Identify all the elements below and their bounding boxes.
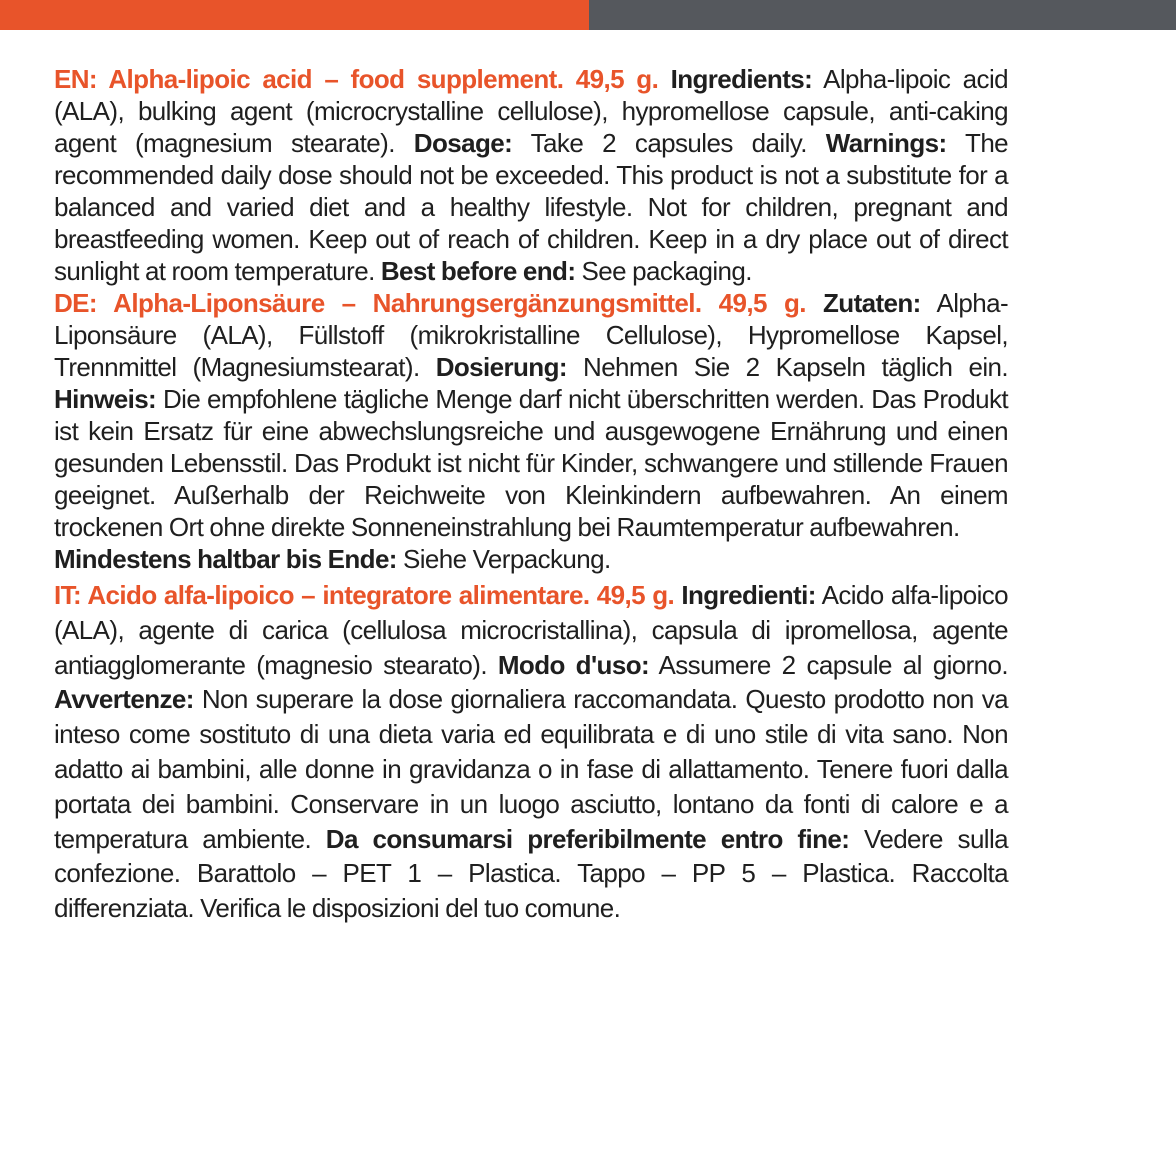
de-dosage-label: Dosierung: bbox=[435, 352, 567, 382]
en-dosage-label: Dosage: bbox=[413, 128, 513, 158]
section-en bbox=[54, 63, 1008, 287]
it-warnings-label: Avvertenze: bbox=[54, 684, 194, 715]
section-it bbox=[54, 578, 1008, 926]
en-best-before-label: Best before end: bbox=[380, 256, 576, 286]
en-ingredients-label: Ingredients: bbox=[670, 64, 813, 94]
de-dosage: Nehmen Sie 2 Kapseln täglich ein. bbox=[583, 352, 1009, 382]
en-ingredients: Alpha-lipoic acid (ALA), bulking agent (microcrystalline cellulose), hypromellose capsule, anti-caking agent (magnesium stearate). bbox=[54, 64, 1008, 158]
top-bar-gray-segment bbox=[589, 0, 1176, 30]
en-title: EN: Alpha-lipoic acid – food supplement. 49,5 g. bbox=[54, 64, 659, 94]
en-warnings-label: Warnings: bbox=[825, 128, 947, 158]
it-dosage: Assumere 2 capsule al giorno. bbox=[658, 649, 1009, 680]
en-best-before: See packaging. bbox=[581, 256, 752, 286]
de-best-before-label: Mindestens haltbar bis Ende: bbox=[54, 544, 397, 574]
de-best-before: Siehe Verpackung. bbox=[403, 544, 611, 574]
de-ingredients: Alpha-Liponsäure (ALA), Füllstoff (mikrokristalline Cellulose), Hypromellose Kapsel, Trennmittel (Magnesiumstearat). bbox=[54, 288, 1009, 382]
de-warnings-label: Hinweis: bbox=[54, 384, 157, 414]
top-color-bar bbox=[0, 0, 1176, 30]
top-bar-orange-segment bbox=[0, 0, 589, 30]
product-label-text bbox=[54, 63, 1008, 926]
it-ingredients: Acido alfa-lipoico (ALA), agente di carica (cellulosa microcristallina), capsula di ipromellosa, agente antiagglomerante (magnesio stearato). bbox=[54, 580, 1009, 680]
it-dosage-label: Modo d'uso: bbox=[497, 649, 650, 680]
de-ingredients-label: Zutaten: bbox=[823, 288, 921, 318]
it-ingredients-label: Ingredienti: bbox=[681, 580, 816, 610]
de-title: DE: Alpha-Liponsäure – Nahrungsergänzungsmittel. 49,5 g. bbox=[54, 288, 806, 318]
en-dosage: Take 2 capsules daily. bbox=[530, 128, 807, 158]
section-de bbox=[54, 287, 1008, 575]
en-warnings: The recommended daily dose should not be exceeded. This product is not a substitute for a balanced and varied diet and a healthy lifestyle. Not for children, pregnant and breastfeeding women. Keep out of reach of children. Keep in a dry place out of direct sunlight at room temperature. bbox=[54, 128, 1009, 286]
it-best-before: Vedere sulla confezione. Barattolo – PET 1 – Plastica. Tappo – PP 5 – Plastica. Raccolta differenziata. Verifica le disposizioni del tuo comune. bbox=[54, 823, 1009, 924]
it-best-before-label: Da consumarsi preferibilmente entro fine: bbox=[325, 823, 850, 854]
it-title: IT: Acido alfa-lipoico – integratore alimentare. 49,5 g. bbox=[54, 580, 675, 610]
de-warnings: Die empfohlene tägliche Menge darf nicht überschritten werden. Das Produkt ist kein Ersatz für eine abwechslungsreiche und ausgewogene Ernährung und einen gesunden Lebensstil. Das Produkt ist nicht für Kinder, schwangere und stillende Frauen geeignet. Außerhalb der Reichweite von Kleinkindern aufbewahren. An einem trockenen Ort ohne direkte Sonneneinstrahlung bei Raumtemperatur aufbewahren. bbox=[54, 384, 1008, 542]
it-warnings: Non superare la dose giornaliera raccomandata. Questo prodotto non va inteso come sostituto di una dieta varia ed equilibrata e di uno stile di vita sano. Non adatto ai bambini, alle donne in gravidanza o in fase di allattamento. Tenere fuori dalla portata dei bambini. Conservare in un luogo asciutto, lontano da fonti di calore e a temperatura ambiente. bbox=[54, 684, 1008, 854]
